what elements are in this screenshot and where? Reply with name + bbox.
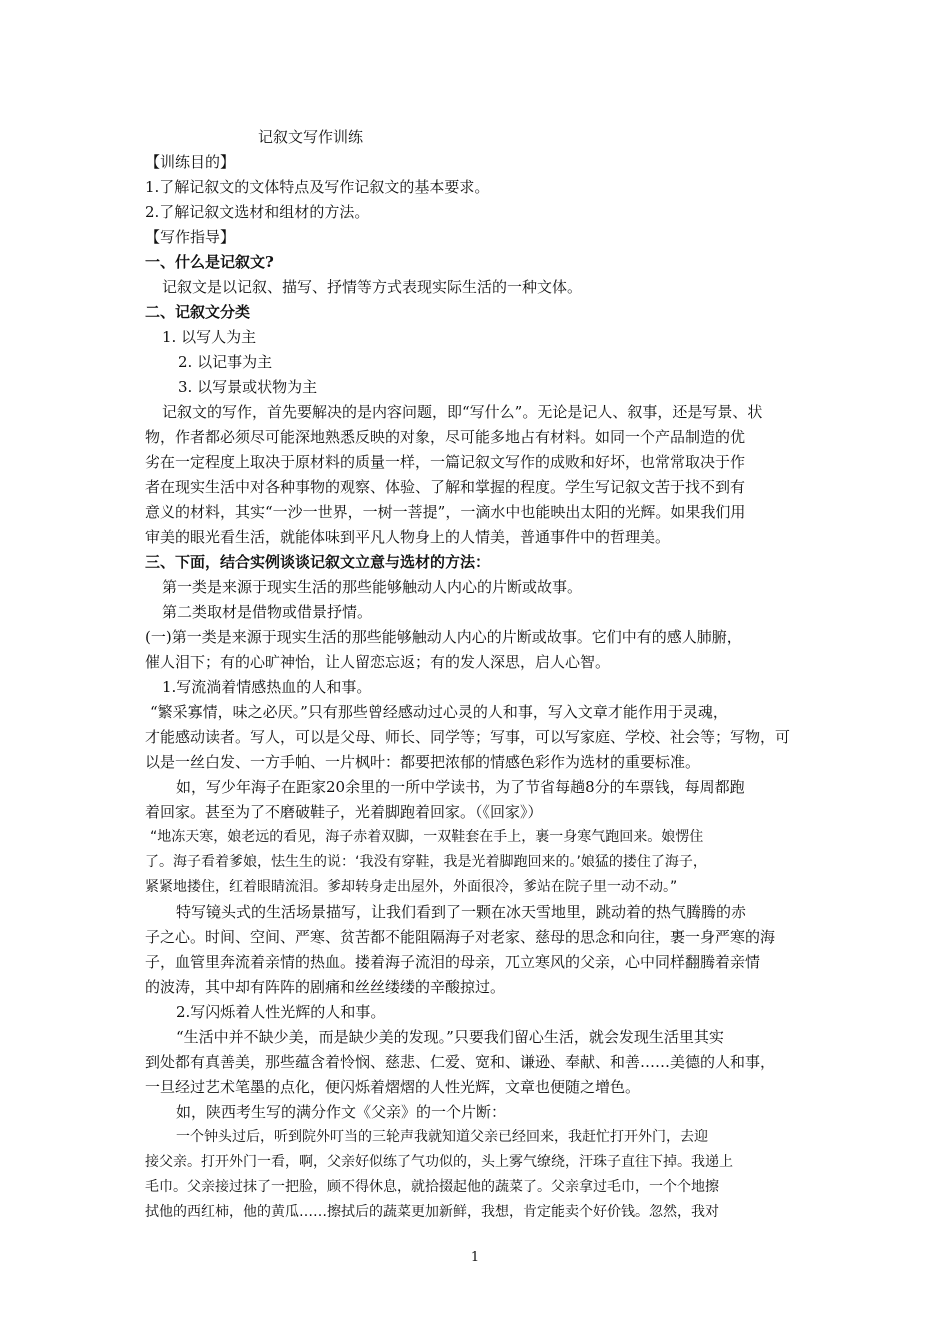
list-item: 1. 以写人为主 — [162, 328, 257, 346]
paragraph-line: 着回家。甚至为了不磨破鞋子，光着脚跑着回家。（《回家》） — [145, 803, 543, 821]
subheading: 1.写流淌着情感热血的人和事。 — [162, 678, 372, 696]
heading-bold: 三、下面，结合实例谈谈记叙文立意与选材的方法： — [145, 553, 491, 571]
paragraph-line: 催人泪下；有的心旷神怡，让人留恋忘返；有的发人深思，启人心智。 — [145, 653, 611, 671]
paragraph-line: 审美的眼光看生活，就能体味到平凡人物身上的人情美，普通事件中的哲理美。 — [145, 528, 671, 546]
paragraph-line: 如，陕西考生写的满分作文《父亲》的一个片断： — [176, 1103, 507, 1121]
paragraph-line: 者在现实生活中对各种事物的观察、体验、了解和掌握的程度。学生写记叙文苦于找不到有 — [145, 478, 746, 496]
quote-line: 紧紧地搂住，红着眼睛流泪。爹却转身走出屋外，外面很冷，爹站在院子里一动不动。” — [145, 879, 678, 895]
paragraph-line: 才能感动读者。写人，可以是父母、师长、同学等；写事，可以写家庭、学校、社会等；写物，可 — [145, 728, 791, 746]
subheading: 2.写闪烁着人性光辉的人和事。 — [176, 1003, 386, 1021]
paragraph-line: 如，写少年海子在距家20余里的一所中学读书，为了节省每趟8分的车票钱，每周都跑 — [176, 778, 745, 796]
paragraph-line: 记叙文的写作，首先要解决的是内容问题，即“写什么”。无论是记人、叙事，还是写景、状 — [162, 403, 763, 421]
text-line: 记叙文是以记叙、描写、抒情等方式表现实际生活的一种文体。 — [162, 278, 583, 296]
text-line: 第一类是来源于现实生活的那些能够触动人内心的片断或故事。 — [162, 578, 583, 596]
quote-line: “地冻天寒，娘老远的看见，海子赤着双脚，一双鞋套在手上，裹一身寒气跑回来。娘愣住 — [150, 829, 704, 845]
page-title: 记叙文写作训练 — [258, 128, 364, 146]
paragraph-line: 到处都有真善美，那些蕴含着怜悯、慈悲、仁爱、宽和、谦逊、奉献、和善……美德的人和事， — [145, 1053, 776, 1071]
paragraph-line: 子，血管里奔流着亲情的热血。搂着海子流泪的母亲，兀立寒风的父亲，心中同样翻腾着亲情 — [145, 953, 761, 971]
paragraph-line: 意义的材料，其实“一沙一世界，一树一菩提”，一滴水中也能映出太阳的光辉。如果我们用 — [145, 503, 746, 521]
heading-bold: 二、记叙文分类 — [145, 303, 251, 321]
text-line: 1.了解记叙文的文体特点及写作记叙文的基本要求。 — [145, 178, 490, 196]
paragraph-line: 子之心。时间、空间、严寒、贫苦都不能阻隔海子对老家、慈母的思念和向往，裹一身严寒的海 — [145, 928, 776, 946]
section-heading: 【训练目的】 — [145, 153, 236, 171]
paragraph-line: 的波涛，其中却有阵阵的剧痛和丝丝缕缕的辛酸掠过。 — [145, 978, 506, 996]
quote-line: 拭他的西红柿，他的黄瓜……擦拭后的蔬菜更加新鲜，我想，肯定能卖个好价钱。忽然，我对 — [145, 1204, 719, 1220]
paragraph-line: 物，作者都必须尽可能深地熟悉反映的对象，尽可能多地占有材料。如同一个产品制造的优 — [145, 428, 746, 446]
quote-line: 了。海子看着爹娘，怯生生的说：‘我没有穿鞋，我是光着脚跑回来的。’娘猛的搂住了海子， — [145, 854, 707, 870]
paragraph-line: 劣在一定程度上取决于原材料的质量一样，一篇记叙文写作的成败和好坏，也常常取决于作 — [145, 453, 746, 471]
text-line: 第二类取材是借物或借景抒情。 — [162, 603, 373, 621]
quote-line: 接父亲。打开外门一看，啊，父亲好似练了气功似的，头上雾气缭绕，汗珠子直往下掉。我递上 — [145, 1154, 733, 1170]
paragraph-line: 特写镜头式的生活场景描写，让我们看到了一颗在冰天雪地里，跳动着的热气腾腾的赤 — [176, 903, 747, 921]
section-heading: 【写作指导】 — [145, 228, 236, 246]
paragraph-line: “繁采寡情，味之必厌。”只有那些曾经感动过心灵的人和事，写入文章才能作用于灵魂， — [150, 703, 728, 721]
quote-line: 毛巾。父亲接过抹了一把脸，顾不得休息，就拾掇起他的蔬菜了。父亲拿过毛巾，一个个地擦 — [145, 1179, 719, 1195]
list-item: 2. 以记事为主 — [178, 353, 273, 371]
paragraph-line: (一)第一类是来源于现实生活的那些能够触动人内心的片断或故事。它们中有的感人肺腑， — [145, 628, 742, 646]
quote-line: 一个钟头过后，听到院外叮当的三轮声我就知道父亲已经回来，我赶忙打开外门，去迎 — [176, 1129, 708, 1145]
paragraph-line: 以是一丝白发、一方手帕、一片枫叶：都要把浓郁的情感色彩作为选材的重要标准。 — [145, 753, 701, 771]
page-number: 1 — [470, 1250, 480, 1265]
list-item: 3. 以写景或状物为主 — [178, 378, 318, 396]
paragraph-line: 一旦经过艺术笔墨的点化，便闪烁着熠熠的人性光辉，文章也便随之增色。 — [145, 1078, 641, 1096]
paragraph-line: “生活中并不缺少美，而是缺少美的发现。”只要我们留心生活，就会发现生活里其实 — [176, 1028, 724, 1046]
text-line: 2.了解记叙文选材和组材的方法。 — [145, 203, 370, 221]
heading-bold: 一、什么是记叙文? — [145, 253, 274, 271]
